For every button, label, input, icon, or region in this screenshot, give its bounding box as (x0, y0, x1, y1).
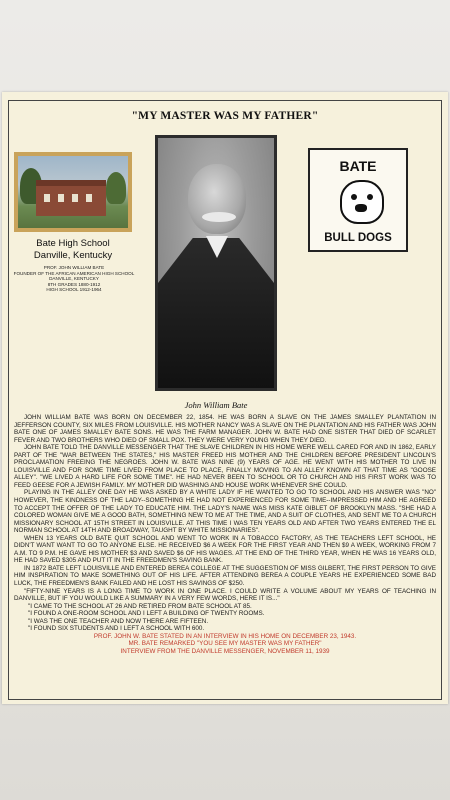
paragraph: "FIFTY-NINE YEARS IS A LONG TIME TO WORK IN ONE PLACE. I COULD WRITE A VOLUME ABOUT MY YEARS OF TEACHING IN DANVILLE, BUT IF YOU WOULD LIKE A SUMMARY IN A VERY FEW WORDS, HERE IT IS..." (14, 587, 436, 603)
prof-line: HIGH SCHOOL 1912-1964 (46, 287, 102, 292)
quote-line: "I CAME TO THE SCHOOL AT 26 AND RETIRED FROM BATE SCHOOL AT 85. (28, 602, 252, 610)
prof-line: PROF. JOHN WILLIAM BATE (43, 265, 105, 270)
prof-line: FOUNDER OF THE AFRICAN AMERICAN HIGH SCHOOL (13, 270, 135, 276)
quote-line: "I FOUND SIX STUDENTS AND I LEFT A SCHOOL WITH 600. (28, 625, 205, 633)
portrait-caption: John William Bate (184, 400, 248, 410)
footer-line: INTERVIEW FROM THE DANVILLE MESSENGER, NOVEMBER 11, 1939 (120, 647, 330, 655)
headline: "MY MASTER WAS MY FATHER" (131, 110, 319, 122)
paragraph: JOHN BATE TOLD THE DANVILLE MESSENGER THAT THE SLAVE CHILDREN IN HIS HOME WERE WELL CARED FOR AND IN 1862, EARLY PART OF THE "WAR BETWEEN THE STATES," HIS MASTER FREED HIS MOTHER AND THE CHILDREN BEFORE PRESIDENT LINCOLN'S PROCLAMATION FREEING THE NEGROES. JOHN W. BATE WAS NINE (9) YEARS OF AGE. HE WENT WITH HIS MOTHER TO LIVE IN LOUISVILLE AND FOR SOME TIME LIVED FROM PLACE TO PLACE, FINALLY MOVING TO AN ALLEY KNOWN AT THAT TIME AS "GOOSE ALLEY". "WE LIVED A HARD LIFE FOR SOME TIME". HE HAD NEVER BEEN TO SCHOOL OR TO CHURCH AND HIS FIRST WORK WAS TO FEED GEESE FOR A JEWISH FAMILY. MY MOTHER DID WASHING AND HOUSE WORK WHENEVER SHE COULD. (14, 444, 436, 489)
portrait-photo (155, 135, 277, 391)
school-photo (14, 152, 132, 232)
quote-line: "I FOUND A ONE-ROOM SCHOOL AND I LEFT A BUILDING OF TWENTY ROOMS. (28, 610, 265, 618)
footer-line: PROF. JOHN W. BATE STATED IN AN INTERVIEW IN HIS HOME ON DECEMBER 23, 1943. (93, 632, 357, 640)
footer-line: MR. BATE REMARKED "YOU SEE MY MASTER WAS MY FATHER" (128, 640, 322, 648)
document-sheet (2, 92, 448, 704)
prof-line: DANVILLE, KENTUCKY (49, 276, 99, 281)
logo-top-text: BATE (339, 158, 377, 174)
article-body (14, 414, 436, 656)
school-name: Bate High School (36, 238, 110, 249)
bulldog-icon (340, 180, 384, 224)
bulldogs-logo (308, 148, 408, 252)
school-location: Danville, Kentucky (33, 250, 113, 261)
logo-bottom-text: BULL DOGS (324, 232, 392, 244)
paragraph: JOHN WILLIAM BATE WAS BORN ON DECEMBER 22, 1854. HE WAS BORN A SLAVE ON THE JAMES SMALLEY PLANTATION IN JEFFERSON COUNTY, SIX MILES FROM LOUISVILLE. HIS MOTHER NANCY WAS A SLAVE ON THE PLANTATION AND HIS FATHER WAS JOHN BATE ONE OF JAMES SMALLEY BATE SONS. HE WAS THE FARM MANAGER. JOHN W. BATE HAD ONE SISTER THAT DIED OF SCARLET FEVER AND TWO BROTHERS WHO DIED OF SMALL POX. THEY WERE VERY YOUNG WHEN THEY DIED. (14, 414, 436, 444)
paragraph: IN 1872 BATE LEFT LOUISVILLE AND ENTERED BEREA COLLEGE AT THE SUGGESTION OF MISS GILBERT, THE FIRST PERSON TO GIVE HIM INSPIRATION TO MAKE SOMETHING OUT OF HIS LIFE. AFTER ATTENDING BEREA A COUPLE YEARS HE EXPERIENCED SOME BAD LUCK, THE FREEDMEN'S BANK FAILED AND HE LOST HIS SAVINGS OF $250. (14, 564, 436, 588)
prof-line: 8TH GRADES 1880-1912 (47, 281, 101, 287)
paragraph: WHEN 13 YEARS OLD BATE QUIT SCHOOL AND WENT TO WORK IN A TOBACCO FACTORY, AS THE TEACHERS LEFT SCHOOL, HE DIDN'T WANT WANT TO GO TO ANYONE ELSE. HE RECEIVED $6 A WEEK FOR THE FIRST YEAR AND THEN $9 A WEEK, WORKING FROM 7 A.M. TO 9 P.M. HE GAVE HIS MOTHER $3 AND SAVED $6 OF HIS WAGES. AT THE END OF THE THIRD YEAR, WHEN HE WAS 16 YEARS OLD, HE HAD SAVED $305 AND PUT IT IN THE FREEDMEN'S SAVING BANK. (14, 534, 436, 565)
paragraph: PLAYING IN THE ALLEY ONE DAY HE WAS ASKED BY A WHITE LADY IF HE WANTED TO GO TO SCHOOL AND HIS ANSWER WAS "NO" HOWEVER, THE KINDNESS OF THE LADY--SOMETHING HE HAD NOT EXPERIENCED FOR SOME TIME--IMPRESSED HIM AND HE AGREED TO ACCEPT THE OFFER OF THE LADY TO EDUCATE HIM. THE LADY'S NAME WAS MISS KATE GIBLET OF BROOKLYN MASS. "SHE HAD A COLORED WOMAN GIVE ME A GOOD BATH, SOMETHING NEW TO ME AT THE TIME, AND A SUIT OF CLOTHES, AND SENT ME TO A CHURCH MISSIONARY SCHOOL AT 15TH STREET IN LOUISVILLE. AT THIS TIME I WAS TEN YEARS OLD AND AFTER TWO YEARS ENTERED THE EL NORMAN SCHOOL AT 14TH AND BROADWAY, TAUGHT BY WHITE MISSIONARIES". (14, 489, 436, 535)
quote-line: "I WAS THE ONE TEACHER AND NOW THERE ARE FIFTEEN. (28, 617, 209, 625)
